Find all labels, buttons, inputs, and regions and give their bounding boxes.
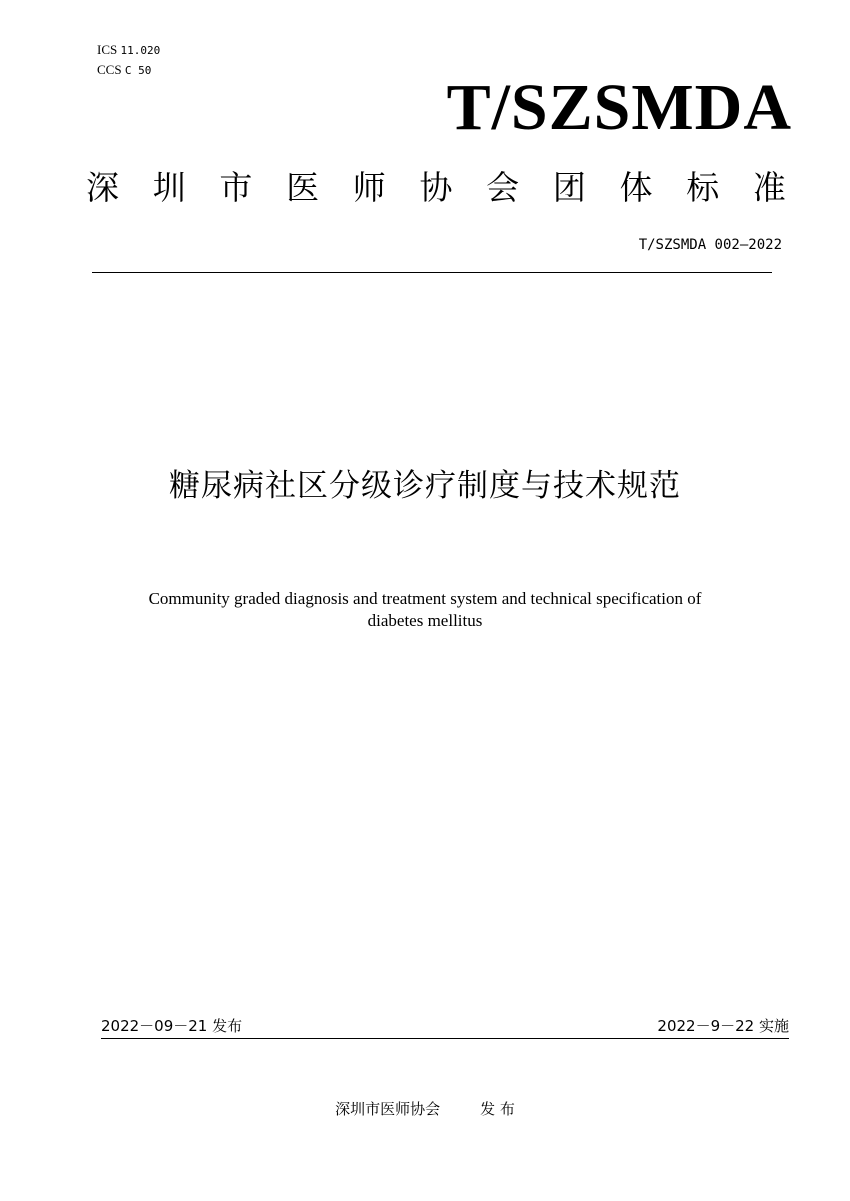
org-char: 会 [486, 168, 520, 207]
standard-number: T/SZSMDA 002—2022 [638, 237, 782, 253]
release-date: 2022－09－21 发布 [101, 1017, 243, 1035]
publisher-name: 深圳市医师协会 [335, 1100, 441, 1118]
org-char: 师 [352, 168, 386, 207]
ccs-code: C 50 [124, 64, 152, 77]
ics-line [97, 40, 160, 60]
classification-codes [97, 40, 160, 80]
org-char: 团 [552, 168, 586, 207]
document-title-cn: 糖尿病社区分级诊疗制度与技术规范 [169, 468, 681, 504]
bottom-divider [101, 1038, 789, 1039]
org-char: 深 [86, 168, 119, 207]
top-divider [92, 272, 772, 273]
document-title-en [100, 588, 750, 632]
ics-label: ICS [97, 42, 118, 57]
org-standard-heading [86, 168, 786, 208]
ccs-label: CCS [97, 62, 122, 77]
org-char: 体 [619, 168, 653, 207]
title-en-line: Community graded diagnosis and treatment system and technical specification of [148, 589, 702, 608]
org-char: 医 [286, 168, 320, 207]
org-char: 协 [419, 168, 453, 207]
ccs-line [97, 60, 160, 80]
ics-code: 11.020 [120, 44, 161, 57]
publisher-line [0, 1099, 850, 1119]
org-char: 准 [752, 168, 786, 207]
brand-mark: T/SZSMDA [446, 71, 792, 144]
org-char: 市 [219, 168, 253, 207]
org-char: 圳 [152, 168, 186, 207]
publisher-action: 发 布 [480, 1100, 515, 1118]
title-en-line: diabetes mellitus [367, 611, 483, 630]
implement-date: 2022－9－22 实施 [657, 1017, 789, 1035]
org-char: 标 [686, 168, 720, 207]
date-row [101, 1016, 789, 1036]
